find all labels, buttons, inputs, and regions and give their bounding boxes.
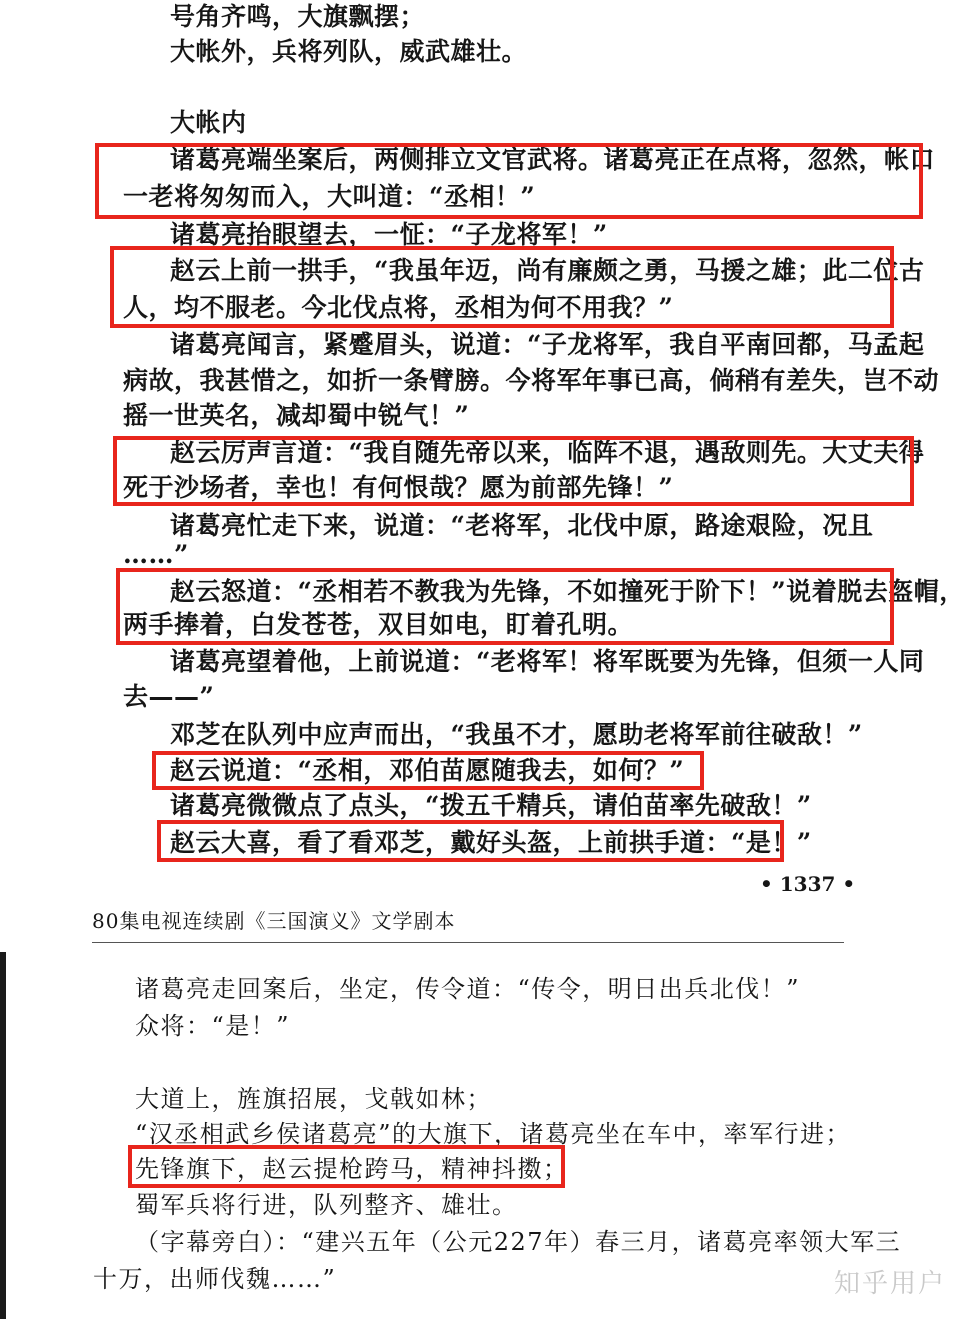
text-line: 大道上，旌旗招展，戈戟如林；	[135, 1085, 492, 1113]
text-line: 诸葛亮望着他，上前说道：“老将军！将军既要为先锋，但须一人同	[170, 647, 925, 676]
highlight-box	[152, 751, 704, 790]
text-line: 十万，出师伐魏……”	[93, 1265, 337, 1293]
highlight-box	[113, 436, 914, 506]
text-line: 先锋旗下，赵云提枪跨马，精神抖擞；	[135, 1155, 569, 1183]
page-number: • 1337 •	[760, 872, 856, 896]
text-line: 诸葛亮微微点了点头，“拨五千精兵，请伯苗率先破敌！”	[170, 791, 812, 820]
text-line: 众将：“是！”	[135, 1012, 291, 1040]
text-line: 诸葛亮端坐案后，两侧排立文官武将。诸葛亮正在点将，忽然，帐口	[170, 145, 936, 174]
highlight-box	[116, 568, 894, 645]
scene-heading: 大帐内	[170, 108, 247, 137]
scan-edge	[0, 952, 6, 1319]
text-line: ……”	[123, 540, 189, 569]
text-line: 诸葛亮抬眼望去，一怔：“子龙将军！”	[170, 220, 608, 249]
text-line: 邓芝在队列中应声而出，“我虽不才，愿助老将军前往破敌！”	[170, 720, 863, 749]
book-title: 80集电视连续剧《三国演义》文学剧本	[92, 909, 456, 933]
text-line: 人，均不服老。今北伐点将，丞相为何不用我？”	[123, 293, 674, 322]
text-line: 摇一世英名，减却蜀中锐气！”	[123, 401, 470, 430]
text-line: 两手捧着，白发苍苍，双目如电，盯着孔明。	[123, 610, 634, 639]
text-line: 去——”	[123, 682, 215, 711]
highlight-box	[95, 143, 923, 219]
text-line: 病故，我甚惜之，如折一条臂膀。今将军年事已高，倘稍有差失，岂不动	[123, 366, 940, 395]
highlight-box	[157, 820, 784, 862]
text-line: 大帐外，兵将列队，威武雄壮。	[170, 37, 528, 66]
highlight-box	[110, 246, 894, 328]
text-line: 赵云厉声言道：“我自随先帝以来，临阵不退，遇敌则先。大丈夫得	[170, 438, 925, 467]
text-line: 号角齐鸣，大旗飘摆；	[170, 2, 426, 31]
text-line: 赵云怒道：“丞相若不教我为先锋，不如撞死于阶下！”说着脱去盔帽，	[170, 577, 965, 606]
text-line: 诸葛亮走回案后，坐定，传令道：“传令，明日出兵北伐！”	[135, 975, 801, 1003]
text-line: 赵云说道：“丞相，邓伯苗愿随我去，如何？”	[170, 756, 685, 785]
text-line: 诸葛亮忙走下来，说道：“老将军，北伐中原，路途艰险，况且	[170, 511, 874, 540]
watermark: 知乎用户	[834, 1269, 947, 1299]
text-line: 死于沙场者，幸也！有何恨哉？愿为前部先锋！”	[123, 473, 674, 502]
text-line: 蜀军兵将行进，队列整齐、雄壮。	[135, 1191, 518, 1219]
text-line: 赵云大喜，看了看邓芝，戴好头盔，上前拱手道：“是！”	[170, 828, 812, 857]
text-line: 一老将匆匆而入，大叫道：“丞相！”	[123, 182, 536, 211]
text-line: 赵云上前一拱手，“我虽年迈，尚有廉颇之勇，马援之雄；此二位古	[170, 256, 925, 285]
highlight-box	[128, 1145, 565, 1188]
text-line: “汉丞相武乡侯诸葛亮”的大旗下，诸葛亮坐在车中，率军行进；	[135, 1120, 852, 1148]
header-rule	[92, 942, 844, 943]
text-line: （字幕旁白）：“建兴五年（公元227年）春三月，诸葛亮率领大军三	[135, 1228, 902, 1256]
text-line: 诸葛亮闻言，紧蹙眉头，说道：“子龙将军，我自平南回都，马孟起	[170, 330, 925, 359]
